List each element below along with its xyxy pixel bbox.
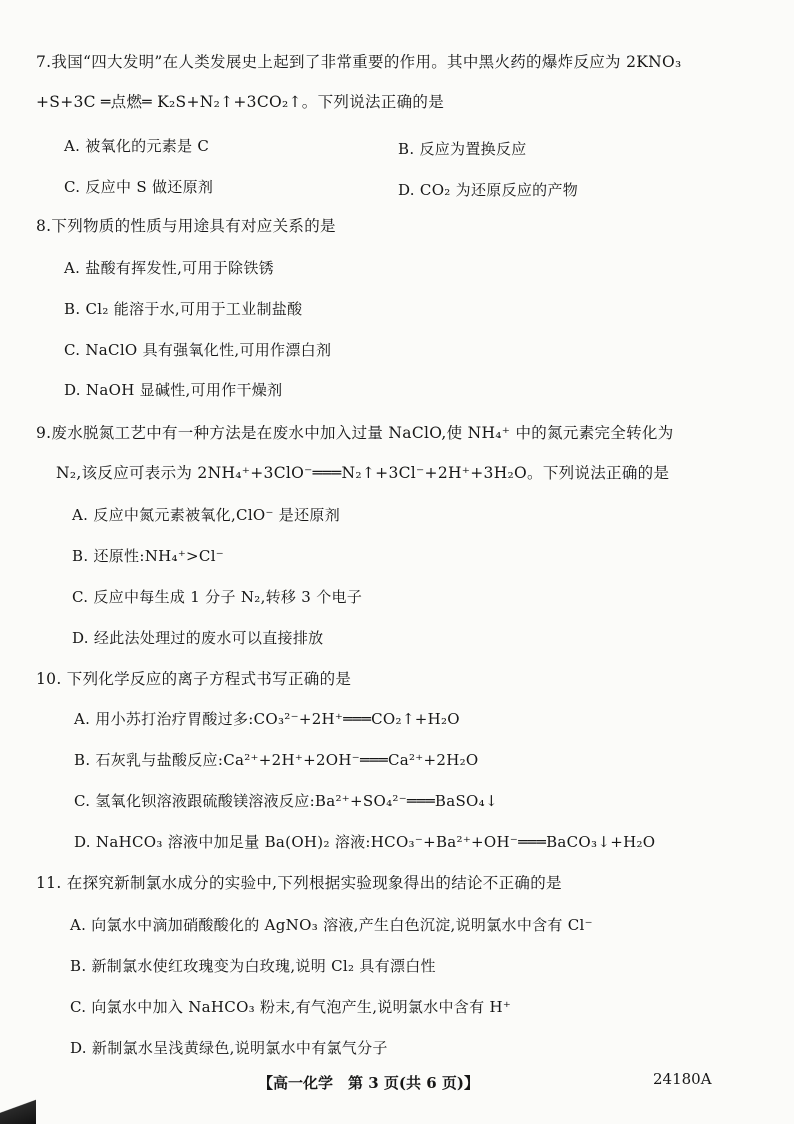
scan-shadow bbox=[0, 1096, 36, 1124]
q10-stem: 10. 下列化学反应的离子方程式书写正确的是 bbox=[36, 670, 352, 688]
page-footer-info: 【高一化学 第 3 页(共 6 页)】 bbox=[258, 1074, 479, 1092]
q10-option-d: D. NaHCO₃ 溶液中加足量 Ba(OH)₂ 溶液:HCO₃⁻+Ba²⁺+OH⁻═══BaCO₃↓+H₂O bbox=[74, 833, 656, 851]
q10-option-c: C. 氢氧化钡溶液跟硫酸镁溶液反应:Ba²⁺+SO₄²⁻═══BaSO₄↓ bbox=[74, 792, 498, 810]
q8-option-d: D. NaOH 显碱性,可用作干燥剂 bbox=[64, 381, 283, 399]
q7-option-c: C. 反应中 S 做还原剂 bbox=[64, 178, 214, 196]
q9-option-a: A. 反应中氮元素被氧化,ClO⁻ 是还原剂 bbox=[72, 506, 340, 524]
q7-stem-line2: +S+3C ═点燃═ K₂S+N₂↑+3CO₂↑。下列说法正确的是 bbox=[36, 93, 445, 111]
exam-code: 24180A bbox=[653, 1070, 712, 1088]
q11-option-c: C. 向氯水中加入 NaHCO₃ 粉末,有气泡产生,说明氯水中含有 H⁺ bbox=[70, 998, 512, 1016]
q11-option-d: D. 新制氯水呈浅黄绿色,说明氯水中有氯气分子 bbox=[70, 1039, 388, 1057]
q9-option-d: D. 经此法处理过的废水可以直接排放 bbox=[72, 629, 324, 647]
q11-stem: 11. 在探究新制氯水成分的实验中,下列根据实验现象得出的结论不正确的是 bbox=[36, 874, 562, 892]
q10-option-b: B. 石灰乳与盐酸反应:Ca²⁺+2H⁺+2OH⁻═══Ca²⁺+2H₂O bbox=[74, 751, 479, 769]
q9-option-b: B. 还原性:NH₄⁺>Cl⁻ bbox=[72, 547, 225, 565]
q7-option-b: B. 反应为置换反应 bbox=[398, 140, 527, 158]
q10-option-a: A. 用小苏打治疗胃酸过多:CO₃²⁻+2H⁺═══CO₂↑+H₂O bbox=[74, 710, 460, 728]
q7-option-d: D. CO₂ 为还原反应的产物 bbox=[398, 181, 579, 199]
q9-option-c: C. 反应中每生成 1 分子 N₂,转移 3 个电子 bbox=[72, 588, 363, 606]
q9-stem-line2: N₂,该反应可表示为 2NH₄⁺+3ClO⁻═══N₂↑+3Cl⁻+2H⁺+3H₂O。下列说法正确的是 bbox=[56, 464, 670, 482]
q11-option-a: A. 向氯水中滴加硝酸酸化的 AgNO₃ 溶液,产生白色沉淀,说明氯水中含有 Cl⁻ bbox=[70, 916, 593, 934]
q7-option-a: A. 被氧化的元素是 C bbox=[64, 137, 210, 155]
q11-option-b: B. 新制氯水使红玫瑰变为白玫瑰,说明 Cl₂ 具有漂白性 bbox=[70, 957, 436, 975]
q8-option-a: A. 盐酸有挥发性,可用于除铁锈 bbox=[64, 259, 274, 277]
q8-option-c: C. NaClO 具有强氧化性,可用作漂白剂 bbox=[64, 341, 332, 359]
q9-stem-line1: 9.废水脱氮工艺中有一种方法是在废水中加入过量 NaClO,使 NH₄⁺ 中的氮元素完全转化为 bbox=[36, 424, 674, 442]
q8-option-b: B. Cl₂ 能溶于水,可用于工业制盐酸 bbox=[64, 300, 303, 318]
q7-stem-line1: 7.我国“四大发明”在人类发展史上起到了非常重要的作用。其中黑火药的爆炸反应为 2KNO₃ bbox=[36, 53, 682, 71]
q8-stem: 8.下列物质的性质与用途具有对应关系的是 bbox=[36, 217, 336, 235]
